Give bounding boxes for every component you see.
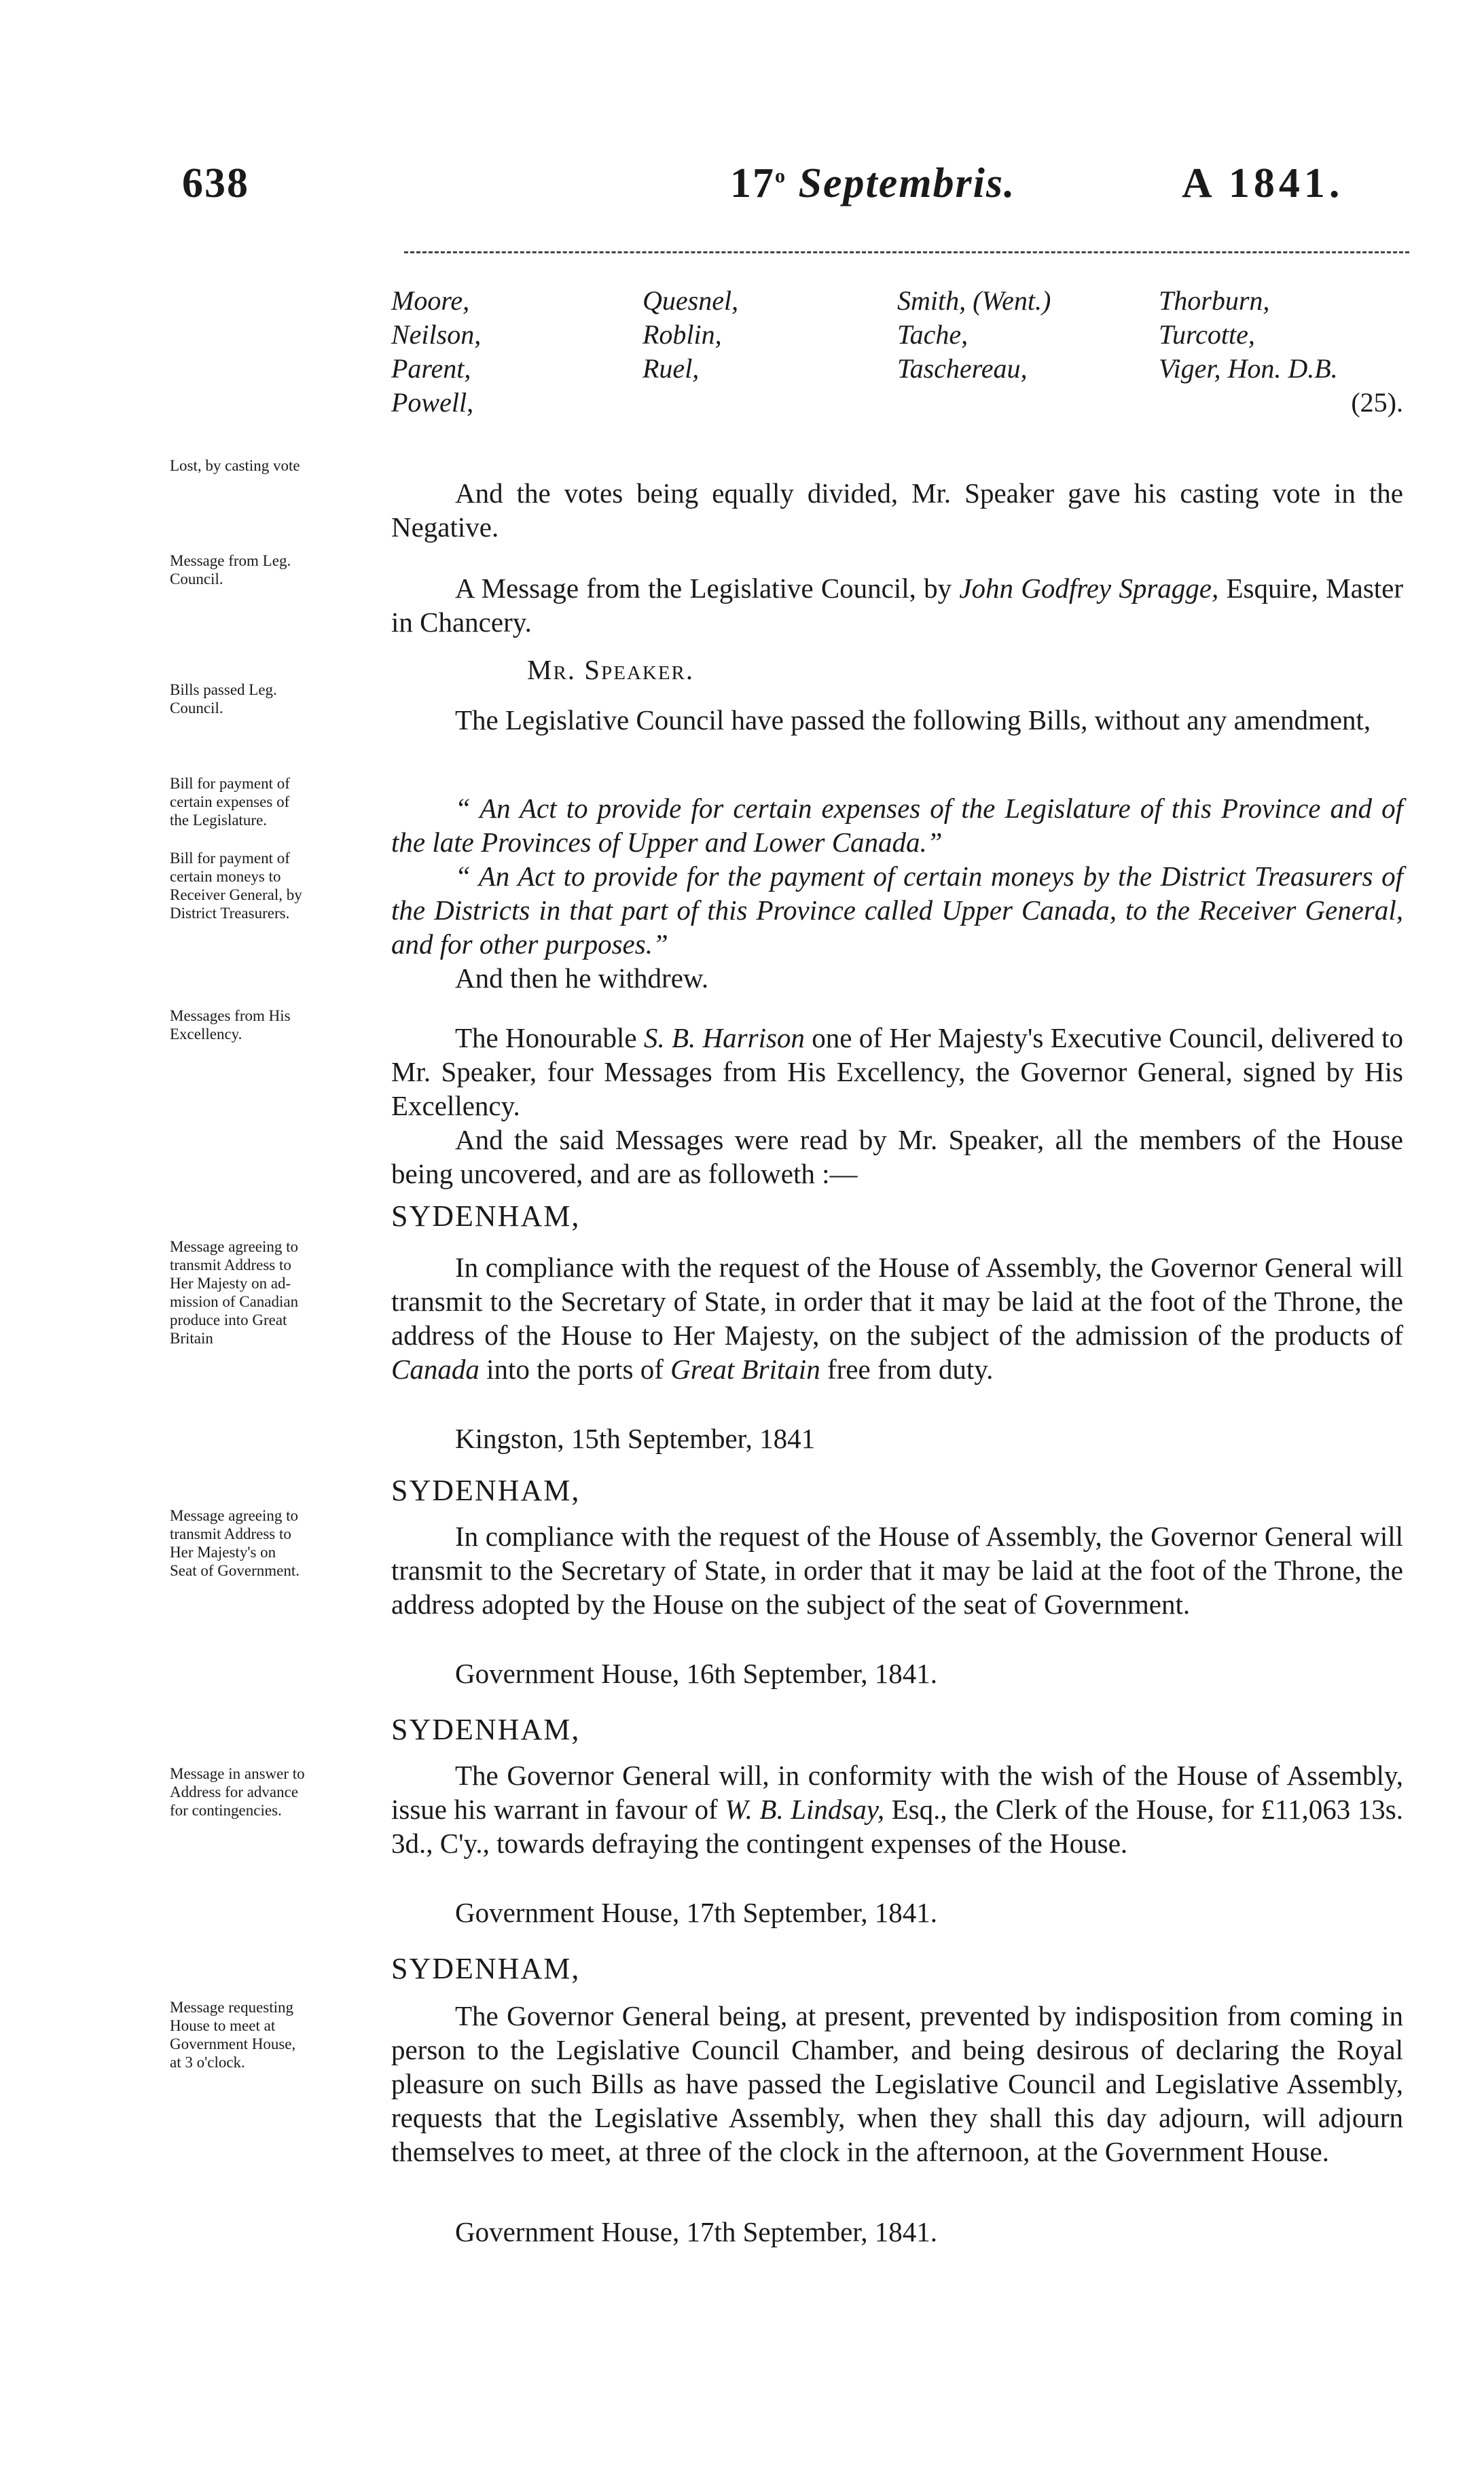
messenger-name: John Godfrey Spragge, bbox=[959, 573, 1219, 604]
voter-name: Powell, bbox=[391, 387, 474, 418]
paragraph-harrison bbox=[391, 1021, 1403, 1123]
place-name: Canada bbox=[391, 1354, 479, 1385]
margin-line: the Legislature. bbox=[170, 812, 268, 829]
margin-note-message-leg-council bbox=[170, 551, 374, 588]
margin-line: at 3 o'clock. bbox=[170, 2054, 245, 2071]
dateline-1: Kingston, 15th September, 1841 bbox=[455, 1423, 816, 1454]
text-span: one of Her Majesty's Executive Council, delivered to Mr. Speaker, four Messages from His Excellency, the Governor General, signed by His Excellency. bbox=[391, 1022, 1403, 1121]
margin-note-bills-passed bbox=[170, 681, 374, 717]
voter-name: Viger, Hon. D.B. bbox=[1159, 353, 1338, 384]
margin-line: Britain bbox=[170, 1330, 213, 1347]
margin-line: Message requesting bbox=[170, 1999, 294, 2016]
margin-line: transmit Address to bbox=[170, 1256, 291, 1273]
margin-line: Messages from His bbox=[170, 1007, 291, 1024]
message-admission bbox=[391, 1250, 1403, 1386]
voter-name: Quesnel, bbox=[643, 285, 739, 316]
margin-note-messages-excellency bbox=[170, 1007, 374, 1043]
margin-line: Lost, by casting vote bbox=[170, 457, 300, 474]
margin-line: mission of Canadian bbox=[170, 1293, 299, 1310]
voter-name: Smith, (Went.) bbox=[897, 285, 1051, 316]
running-head-date bbox=[730, 160, 1015, 208]
text-span: into the ports of bbox=[479, 1354, 671, 1385]
date-ordinal: o bbox=[775, 164, 786, 187]
margin-line: Message from Leg. bbox=[170, 552, 291, 569]
text-span: In compliance with the request of the House of Assembly, the Governor General will transmit to the Secretary of State, in order that it may be laid at the foot of the Throne, the address of the House to Her Majesty, on the subject of the admission of the products of bbox=[391, 1252, 1403, 1351]
vote-column-2 bbox=[643, 284, 738, 386]
margin-line: transmit Address to bbox=[170, 1525, 291, 1542]
voter-name: Neilson, bbox=[391, 319, 482, 350]
margin-line: District Treasurers. bbox=[170, 905, 290, 922]
dateline-2: Government House, 16th September, 1841. bbox=[455, 1658, 938, 1689]
paragraph-lost: And the votes being equally divided, Mr. Speaker gave his casting vote in the Negative. bbox=[391, 477, 1403, 543]
margin-line: House to meet at bbox=[170, 2017, 276, 2034]
margin-line: certain moneys to bbox=[170, 868, 281, 885]
margin-note-message-meet bbox=[170, 1998, 374, 2071]
margin-line: Message agreeing to bbox=[170, 1238, 299, 1255]
signature-sydenham-3: SYDENHAM, bbox=[391, 1713, 581, 1746]
margin-line: Her Majesty's on bbox=[170, 1544, 276, 1561]
vote-total: (25). bbox=[1351, 387, 1403, 418]
voter-name: Ruel, bbox=[643, 353, 700, 384]
margin-line: Government House, bbox=[170, 2035, 296, 2052]
margin-line: certain expenses of bbox=[170, 793, 290, 810]
margin-line: Address for advance bbox=[170, 1783, 299, 1800]
date-day: 17 bbox=[730, 160, 775, 206]
margin-note-message-contingencies bbox=[170, 1764, 374, 1819]
margin-note-lost bbox=[170, 456, 374, 475]
margin-line: produce into Great bbox=[170, 1311, 287, 1328]
margin-note-message-admission bbox=[170, 1237, 374, 1347]
margin-line: Message agreeing to bbox=[170, 1507, 299, 1524]
paragraph-bill-expenses: “ An Act to provide for certain expenses of the Legislature of this Province and of the late Provinces of Upper and Lower Canada.” bbox=[391, 793, 1403, 858]
paragraph-bills-passed: The Legislative Council have passed the following Bills, without any amendment, bbox=[455, 704, 1371, 736]
vote-column-1 bbox=[391, 284, 481, 420]
margin-line: Bill for payment of bbox=[170, 775, 290, 792]
date-month: Septembris. bbox=[798, 160, 1016, 206]
running-head-year: A 1841. bbox=[1182, 160, 1344, 206]
place-name: Great Britain bbox=[670, 1354, 820, 1385]
margin-note-bill-moneys bbox=[170, 849, 374, 922]
margin-line: Bills passed Leg. bbox=[170, 681, 277, 698]
header-rule bbox=[404, 251, 1409, 253]
dateline-3: Government House, 17th September, 1841. bbox=[455, 1897, 938, 1928]
paragraph-messages-read: And the said Messages were read by Mr. Speaker, all the members of the House being uncovered, and are as followeth :— bbox=[391, 1124, 1403, 1189]
mr-speaker-heading bbox=[391, 653, 1484, 687]
margin-line: Receiver General, by bbox=[170, 886, 302, 903]
margin-line: Council. bbox=[170, 571, 223, 587]
vote-column-3 bbox=[897, 284, 1051, 386]
text-span: Mr. Speaker. bbox=[527, 654, 695, 685]
vote-column-4 bbox=[1159, 284, 1338, 386]
paragraph-withdrew: And then he withdrew. bbox=[455, 962, 709, 994]
text-span: The Honourable bbox=[455, 1022, 644, 1053]
margin-line: Message in answer to bbox=[170, 1765, 305, 1782]
margin-line: Her Majesty on ad- bbox=[170, 1275, 291, 1292]
voter-name: Roblin, bbox=[643, 319, 722, 350]
signature-sydenham-2: SYDENHAM, bbox=[391, 1474, 581, 1507]
voter-name: Taschereau, bbox=[897, 353, 1028, 384]
clerk-name: W. B. Lindsay, bbox=[725, 1794, 885, 1825]
paragraph-message-leg-council bbox=[391, 571, 1403, 639]
message-seat-of-government: In compliance with the request of the House of Assembly, the Governor General will transmit to the Secretary of State, in order that it may be laid at the foot of the Throne, the address adopted by the House on the subject of the seat of Government. bbox=[391, 1521, 1403, 1620]
message-meet-government-house: The Governor General being, at present, prevented by indisposition from coming in person to the Legislative Council Chamber, and being desirous of declaring the Royal pleasure on such Bills as have passed the Legislative Council and Legislative Assembly, requests that the Legislative Assembly, when they shall this day adjourn, will adjourn themselves to meet, at three of the clock in the afternoon, at the Government House. bbox=[391, 2000, 1403, 2167]
margin-note-message-seat bbox=[170, 1506, 374, 1580]
margin-line: Bill for payment of bbox=[170, 850, 290, 867]
voter-name: Turcotte, bbox=[1159, 319, 1255, 350]
margin-line: Council. bbox=[170, 700, 223, 717]
signature-sydenham-1: SYDENHAM, bbox=[391, 1199, 581, 1233]
councillor-name: S. B. Harrison bbox=[643, 1022, 805, 1053]
text-span: Esq., the Clerk of the House, for £11,063 13s. 3d., C'y., towards defraying the contingent expenses of the House. bbox=[391, 1794, 1403, 1859]
voter-name: Parent, bbox=[391, 353, 471, 384]
page-number: 638 bbox=[182, 160, 249, 206]
paragraph-bill-moneys: “ An Act to provide for the payment of certain moneys by the District Treasurers of the Districts in that part of this Province called Upper Canada, to the Receiver General, and for other purposes.” bbox=[391, 861, 1403, 960]
voter-name: Tache, bbox=[897, 319, 969, 350]
margin-line: for contingencies. bbox=[170, 1802, 282, 1819]
dateline-4: Government House, 17th September, 1841. bbox=[455, 2216, 938, 2247]
text-span: Esquire, Master in Chancery. bbox=[391, 573, 1404, 638]
margin-note-bill-expenses bbox=[170, 774, 374, 829]
text-span: The Governor General will, in conformity with the wish of the House of Assembly, issue his warrant in favour of bbox=[391, 1760, 1403, 1825]
margin-line: Seat of Government. bbox=[170, 1562, 300, 1579]
margin-line: Excellency. bbox=[170, 1026, 242, 1043]
text-span: A Message from the Legislative Council, by bbox=[455, 573, 960, 604]
voter-name: Thorburn, bbox=[1159, 285, 1270, 316]
text-span: free from duty. bbox=[820, 1354, 994, 1385]
voter-name: Moore, bbox=[391, 285, 470, 316]
signature-sydenham-4: SYDENHAM, bbox=[391, 1952, 581, 1985]
message-contingencies bbox=[391, 1758, 1403, 1860]
